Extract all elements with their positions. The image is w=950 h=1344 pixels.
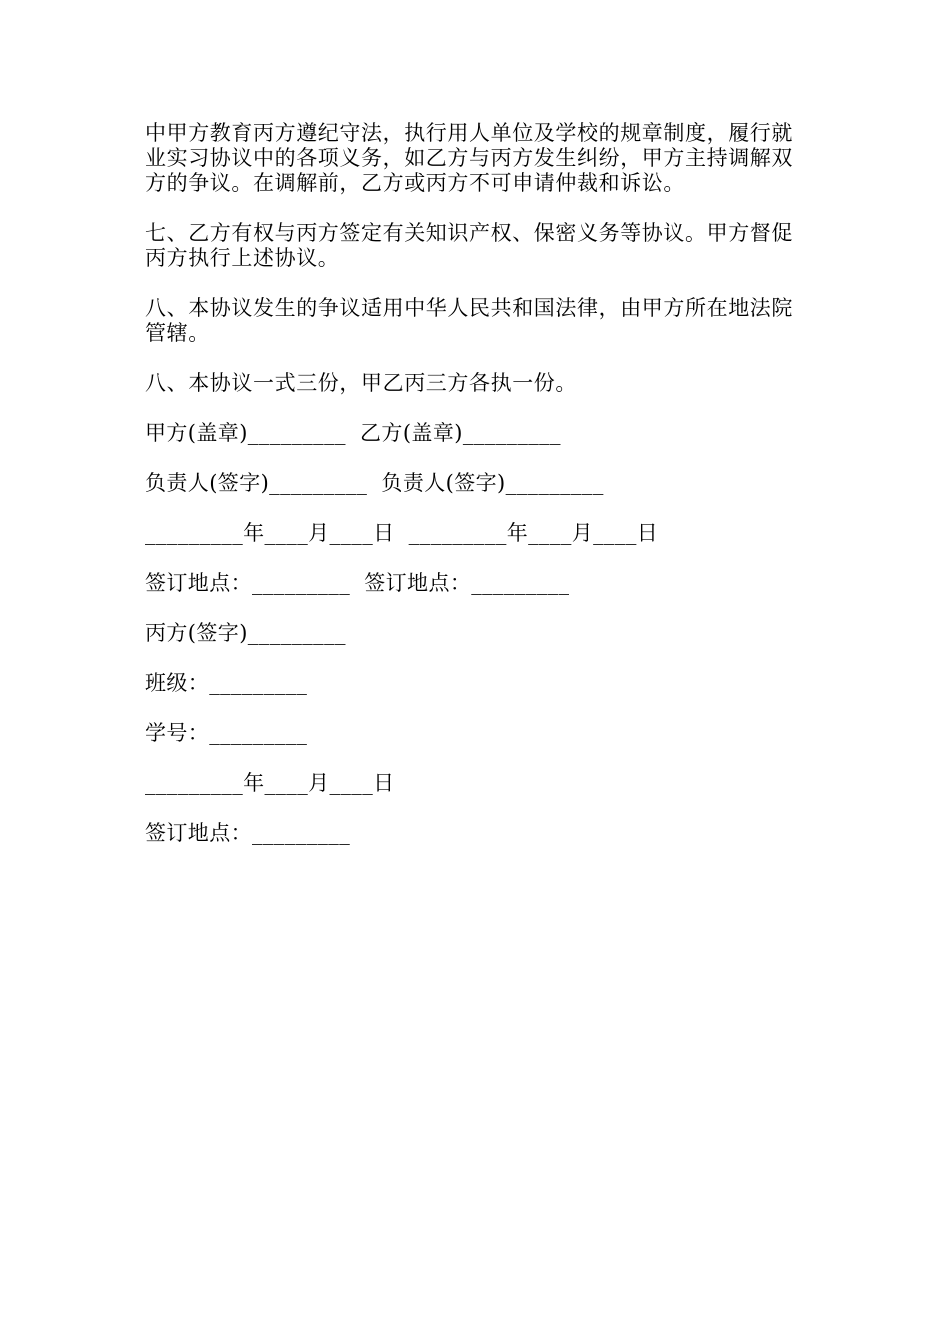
clause-eight-law: 八、本协议发生的争议适用中华人民共和国法律，由甲方所在地法院管辖。 (145, 296, 793, 345)
clause-eight-copies: 八、本协议一式三份，甲乙丙三方各执一份。 (145, 371, 577, 395)
clause-mediation: 中甲方教育丙方遵纪守法，执行用人单位及学校的规章制度，履行就业实习协议中的各项义务，如乙方与丙方发生纠纷，甲方主持调解双方的争议。在调解前，乙方或丙方不可申请仲裁和诉讼。 (145, 121, 793, 195)
signing-place-line: 签订地点：_________ (145, 821, 351, 845)
signing-place-line-double: 签订地点：_________ 签订地点：_________ (145, 571, 570, 595)
student-id-line: 学号：_________ (145, 721, 308, 745)
party-seal-line: 甲方(盖章)_________ 乙方(盖章)_________ (145, 421, 561, 445)
class-line: 班级：_________ (145, 671, 308, 695)
party-c-signature-line: 丙方(签字)_________ (145, 621, 346, 645)
document-page (145, 121, 810, 871)
responsible-signature-line: 负责人(签字)_________ 负责人(签字)_________ (145, 471, 604, 495)
date-line: _________年____月____日 (145, 771, 395, 795)
clause-seven: 七、乙方有权与丙方签定有关知识产权、保密义务等协议。甲方督促丙方执行上述协议。 (145, 221, 793, 270)
date-line-double: _________年____月____日 _________年____月____日 (145, 521, 659, 545)
